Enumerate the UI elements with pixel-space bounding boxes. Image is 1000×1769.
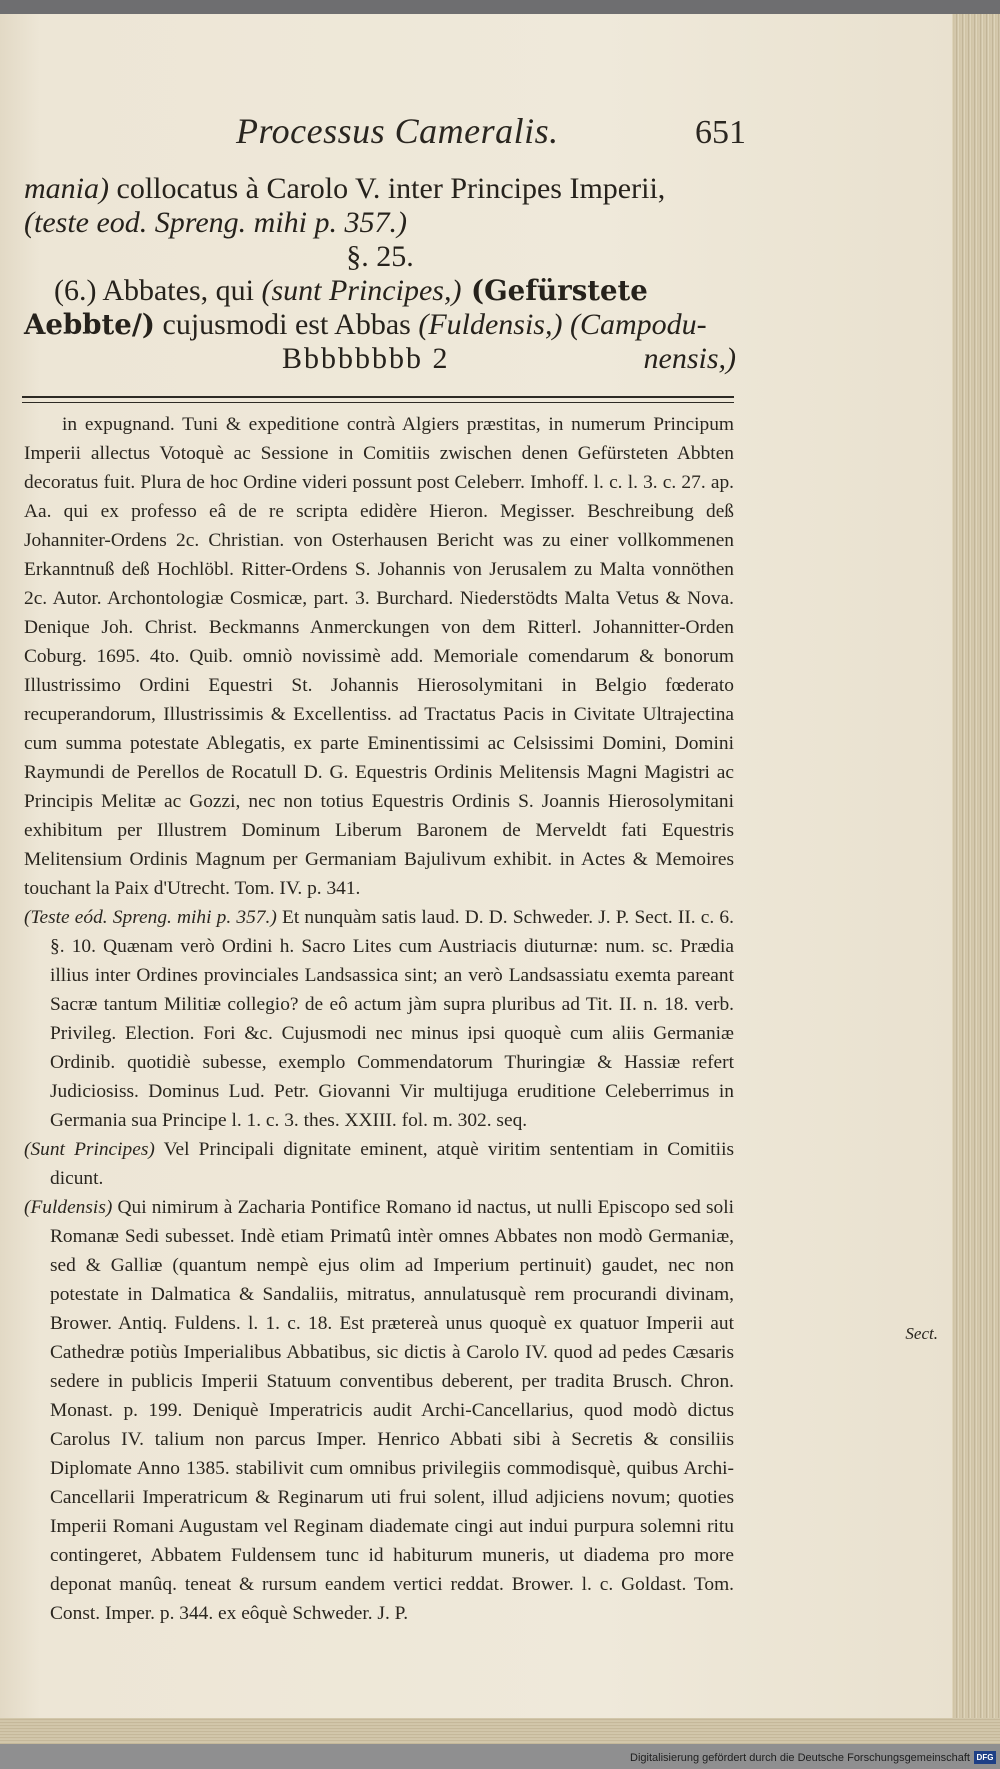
scan-border-top bbox=[0, 0, 1000, 14]
note-continued: in expugnand. Tuni & expeditione contrà Algiers præstitas, in numerum Principum Imperii allectus Votoquè ac Sessione in Comitiis zwischen denen Gefürsteten Abbten decoratus fuit. Plura de hoc Ordine videri possunt post Celeberr. Imhoff. l. c. l. 3. c. 27. ap. Aa. qui ex professo eâ de re scripta edidère Hieron. Megisser. Beschreibung deß Johanniter-Ordens 2c. Christian. von Osterhausen Bericht was zu einer vollkommenen Erkanntnuß deß Hochlöbl. Ritter-Ordens S. Johannis von Jerusalem zu Malta vonnöthen 2c. Autor. Archontologiæ Cosmicæ, part. 3. Burchard. Niederstödts Malta Vetus & Nova. Denique Joh. Christ. Beckmanns Anmerckungen von dem Ritterl. Johannitter-Orden Coburg. 1695. 4to. Quib. omniò novissimè add. Memoriale comendarum & bonorum Illustrissimo Ordini Equestri St. Johannis Hierosolymitani in Belgio fœderato recuperandorum, Illustrissimis & Excellentiss. ad Tractatus Pacis in Civitate Ultrajectina cum summa potestate Ablegatis, ex parte Eminentissimi ac Celsissimi Domini, Domini Raymundi de Perellos de Rocatull D. G. Equestris Ordinis Melitensis Magni Magistri ac Principis Melitæ ac Gozzi, nec non totius Equestris Ordinis S. Joannis Hierosolymitani exhibitum per Illustrem Dominum Liberum Baronem de Merveldt fati Equestris Melitensium Ordinis Magnum per Germaniam Bajulivum exhibit. in Actes & Memoires touchant la Paix d'Utrecht. Tom. IV. p. 341. bbox=[24, 414, 734, 899]
main-line-1: mania) collocatus à Carolo V. inter Principes Imperii, bbox=[24, 172, 666, 205]
main-line-2: (teste eod. Spreng. mihi p. 357.) bbox=[24, 206, 407, 239]
main-line-5: Aebbte/) cujusmodi est Abbas (Fuldensis,) (Campodu- bbox=[24, 308, 707, 341]
main-text-block bbox=[24, 172, 736, 376]
footnotes-block bbox=[24, 410, 734, 1628]
digitization-credit: Digitalisierung gefördert durch die Deutsche Forschungsgemeinschaft DFG bbox=[0, 1747, 1000, 1769]
running-title: Processus Cameralis. bbox=[236, 111, 559, 151]
book-page bbox=[0, 14, 952, 1726]
note-teste: (Teste eód. Spreng. mihi p. 357.) Et nunquàm satis laud. D. D. Schweder. J. P. Sect. II. c. 6. §. 10. Quænam verò Ordini h. Sacro Lites cum Austriacis diuturnæ: num. sc. Prædia illius inter Ordines provinciales Landsassica sint; an verò Landsassiatu exemta pareant Sacræ tantum Militiæ collegio? de eô actum jàm supra pluribus ad Tit. II. n. 18. verb. Privileg. Election. Fori &c. Cujusmodi nec minus ipsi quoquè cum aliis Germaniæ Ordinib. quotidiè subesse, exemplo Commendatorum Thuringiæ & Hassiæ refert Judiciosiss. Dominus Lud. Petr. Giovanni Vir multijuga eruditione Celeberrimus in Germania sua Principe l. 1. c. 3. thes. XXIII. fol. m. 302. seq. bbox=[24, 907, 734, 1131]
page-number: 651 bbox=[695, 114, 746, 151]
note-sunt-principes: (Sunt Principes) Vel Principali dignitate eminent, atquè viritim sententiam in Comitiis dicunt. bbox=[24, 1139, 735, 1189]
signature-continuation: nensis,) bbox=[643, 342, 736, 375]
catchword: Sect. bbox=[905, 1324, 938, 1343]
page-edges-right bbox=[952, 14, 1000, 1739]
section-number: §. 25. bbox=[346, 240, 414, 273]
note-fuldensis: (Fuldensis) Qui nimirum à Zacharia Pontifice Romano id nactus, ut nulli Episcopo sed soli Romanæ Sedi subesset. Indè etiam Primatû intèr omnes Abbates non modò Germaniæ, sed & Galliæ (quantum nempè ejus olim ad Imperium pertinuit) gaudet, nec non potestate in Dalmatica & Sandaliis, mitratus, annulatusquè rem procurandi divinam, Brower. Antiq. Fuldens. l. 1. c. 18. Est prætereà unus quoquè ex quatuor Imperii aut Cathedræ potiùs Imperialibus Abbatibus, sic dictis à Carolo IV. quod ad pedes Cæsaris sedere in publicis Imperii Statuum conventibus deberent, per tradita Brusch. Chron. Monast. p. 199. Deniquè Imperatricis audit Archi-Cancellarius, quod modò dictus Carolus IV. talium non parcus Imper. Henrico Abbati sibi à Secretis & consiliis Diplomate Anno 1385. stabilivit cum omnibus privilegiis commodisquè, quibus Archi-Cancellarii Imperatricum & Reginarum uti frui solent, illud adjiciens novum; quoties Imperii Romani Augustam vel Reginam diademate cingi aut indui purpura solemni ritu contingeret, Abbatem Fuldensem tunc id habiturum muneris, ut diadema pro more deponat manûq. teneat & rursum eandem vertici reddat. Brower. l. c. Goldast. Tom. Const. Imper. p. 344. ex eôquè Schweder. J. P. bbox=[24, 1197, 734, 1624]
signature-line bbox=[24, 342, 736, 376]
page-edges-bottom bbox=[0, 1718, 1000, 1744]
main-line-4: (6.) Abbates, qui (sunt Principes,) (Gefürstete bbox=[54, 274, 648, 307]
footnote-rule bbox=[22, 396, 734, 403]
dfg-logo: DFG bbox=[974, 1751, 996, 1764]
signature-mark: Bbbbbbbb 2 bbox=[282, 342, 450, 375]
